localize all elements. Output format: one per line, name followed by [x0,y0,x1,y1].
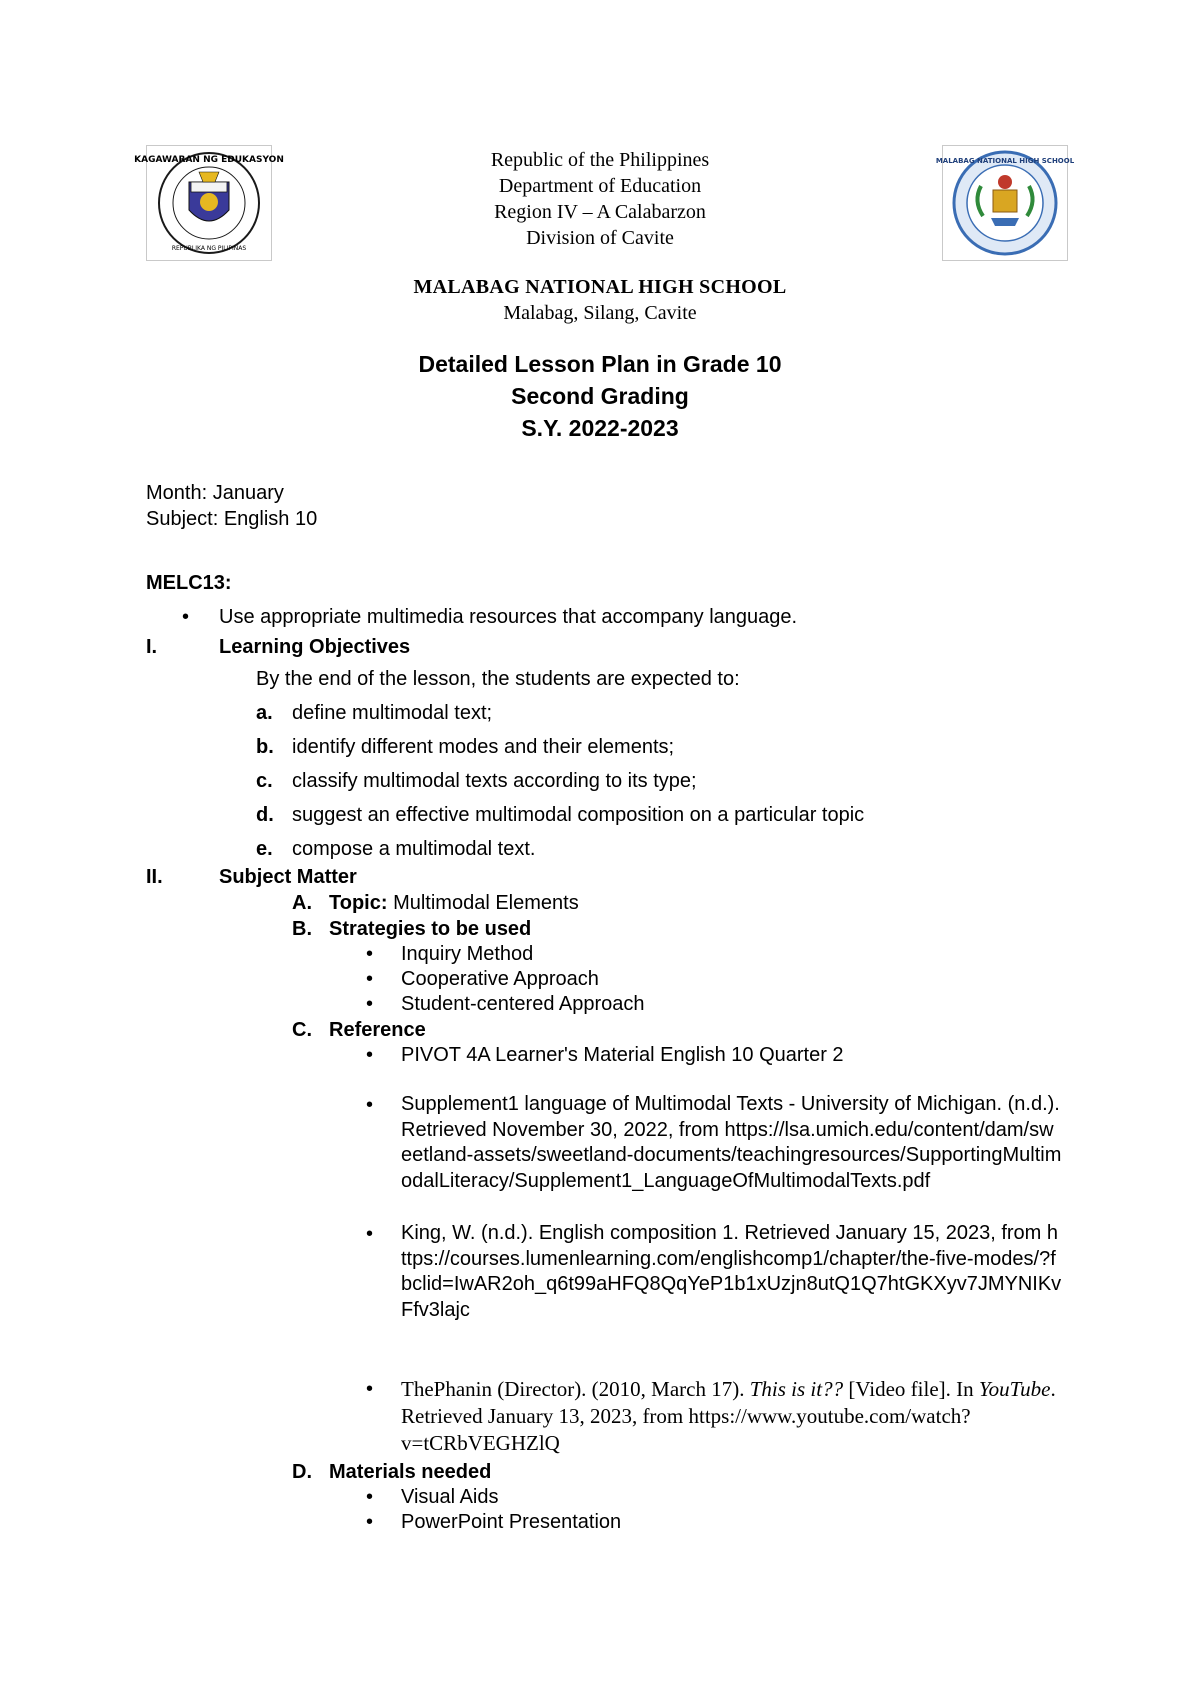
reference-apa [401,1376,1063,1457]
topic-value: Multimodal Elements [387,892,579,914]
strategy-item: Inquiry Method [401,943,534,965]
section-2-numeral: II. [146,866,163,888]
list-bullet: • [366,1094,374,1116]
title-line-3: S.Y. 2022-2023 [521,415,679,441]
school-seal-ring-text: MALABAG NATIONAL HIGH SCHOOL [935,157,1075,165]
topic-letter: A. [292,892,312,914]
list-bullet: • [366,943,374,965]
material-item: PowerPoint Presentation [401,1511,622,1533]
objective-letter: a. [256,702,273,724]
material-item: Visual Aids [401,1486,499,1508]
objective-text: identify different modes and their elements; [292,736,675,758]
objective-letter: b. [256,736,274,758]
list-bullet: • [366,968,374,990]
title-line-2: Second Grading [511,383,689,409]
section-1-heading: Learning Objectives [219,636,411,658]
reference-item: PIVOT 4A Learner's Material English 10 Quarter 2 [401,1044,844,1066]
objective-letter: c. [256,770,273,792]
deped-seal-ring-text-bottom: REPUBLIKA NG PILIPINAS [171,245,247,252]
reference-letter: C. [292,1019,312,1041]
subject-line: Subject: English 10 [146,508,318,530]
school-block [0,274,1200,326]
topic-line [329,890,579,916]
section-1-numeral: I. [146,636,158,658]
reference-item: Supplement1 language of Multimodal Texts - University of Michigan. (n.d.). Retrieved November 30, 2022, from https://lsa.umich.edu/content/dam/sweetland-assets/sweetland-documents/teachingresources/SupportingMultimodalLiteracy/Supplement1_LanguageOfMultimodalTexts.pdf [401,1093,1062,1192]
melc-bullet: • [182,606,190,628]
objective-letter: d. [256,804,274,826]
apa-retrieved: . Retrieved January 13, 2023, from https://www.youtube.com/watch?v=tCRbVEGHZlQ [401,1377,1056,1455]
reference-label: Reference [329,1019,426,1041]
strategy-item: Student-centered Approach [401,993,645,1015]
list-bullet: • [366,1486,374,1508]
list-bullet: • [366,1378,374,1400]
objective-text: classify multimodal texts according to its type; [292,770,697,792]
government-header [0,147,1200,251]
objective-letter: e. [256,838,273,860]
list-bullet: • [366,1223,374,1245]
apa-source: YouTube [978,1377,1051,1401]
materials-label: Materials needed [329,1461,492,1483]
list-bullet: • [366,1511,374,1533]
melc-item: Use appropriate multimedia resources that accompany language. [219,606,798,628]
apa-author-date: ThePhanin (Director). (2010, March 17). [401,1377,750,1401]
objective-text: define multimodal text; [292,702,493,724]
strategies-label: Strategies to be used [329,918,532,940]
objective-text: suggest an effective multimodal composition on a particular topic [292,804,865,826]
header-division: Division of Cavite [526,227,674,249]
header-region: Region IV – A Calabarzon [494,201,706,223]
strategies-letter: B. [292,918,312,940]
title-line-1: Detailed Lesson Plan in Grade 10 [418,351,782,377]
melc-label: MELC13: [146,572,232,594]
apa-title: This is it?? [749,1377,844,1401]
materials-letter: D. [292,1461,312,1483]
month-line: Month: January [146,482,284,504]
topic-label: Topic: [329,892,388,914]
apa-format: [Video file]. In [843,1377,979,1401]
reference-item: King, W. (n.d.). English composition 1. Retrieved January 15, 2023, from https://courses.lumenlearning.com/englishcomp1/chapter/the-five-modes/?fbclid=IwAR2oh_q6t99aHFQ8QqYeP1b1xUzjn8utQ1Q7htGKXyv7JMYNIKvFfv3lajc [401,1222,1062,1321]
objective-text: compose a multimodal text. [292,838,536,860]
list-bullet: • [366,993,374,1015]
deped-seal-ring-text-top: KAGAWARAN NG EDUKASYON [134,155,284,165]
school-name: MALABAG NATIONAL HIGH SCHOOL [413,276,787,298]
strategy-item: Cooperative Approach [401,968,599,990]
document-title [0,348,1200,444]
list-bullet: • [366,1044,374,1066]
school-address: Malabag, Silang, Cavite [503,302,697,324]
objectives-intro: By the end of the lesson, the students are expected to: [256,668,740,690]
header-republic: Republic of the Philippines [490,149,710,171]
section-2-heading: Subject Matter [219,866,357,888]
header-department: Department of Education [498,175,702,197]
